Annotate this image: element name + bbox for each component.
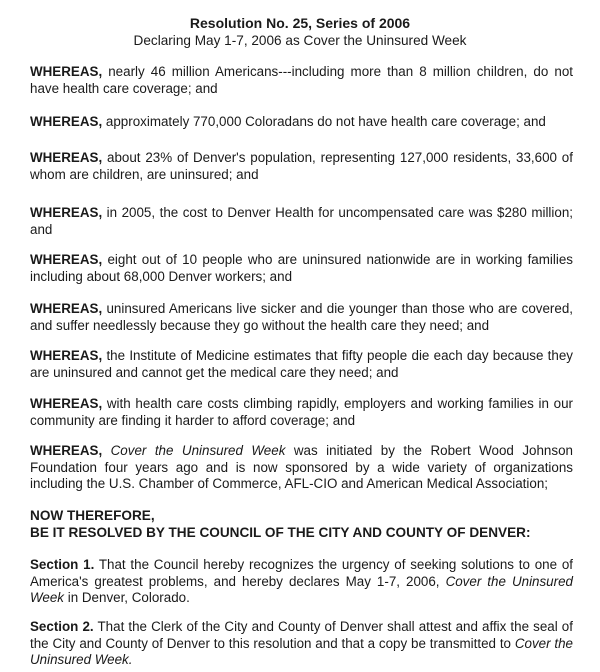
- section-1: [30, 557, 573, 607]
- document-title: Resolution No. 25, Series of 2006: [189, 15, 411, 31]
- whereas-clause-5: [30, 252, 573, 285]
- now-therefore: NOW THEREFORE,: [30, 508, 155, 523]
- whereas-text: the Institute of Medicine estimates that fifty people die each day because they are uninsured and cannot get the medical care they need; and: [30, 348, 573, 380]
- whereas-clause-4: [30, 205, 573, 238]
- whereas-text: in 2005, the cost to Denver Health for uncompensated care was $280 million; and: [30, 205, 573, 237]
- whereas-label: WHEREAS,: [30, 301, 103, 316]
- whereas-text: about 23% of Denver's population, representing 127,000 residents, 33,600 of whom are children, are uninsured; and: [30, 150, 573, 182]
- whereas-label: WHEREAS,: [30, 205, 103, 220]
- whereas-text: was initiated by the Robert Wood Johnson Foundation four years ago and is now sponsored by a wide variety of organizations including the U.S. Chamber of Commerce, AFL-CIO and American Medical Association;: [30, 443, 573, 491]
- resolved-heading: BE IT RESOLVED BY THE COUNCIL OF THE CITY AND COUNTY OF DENVER:: [30, 525, 531, 540]
- whereas-text: nearly 46 million Americans---including more than 8 million children, do not have health care coverage; and: [30, 64, 573, 96]
- section-text: in Denver, Colorado.: [67, 590, 190, 605]
- section-label: Section 1.: [30, 557, 95, 572]
- whereas-label: WHEREAS,: [30, 396, 103, 411]
- section-label: Section 2.: [30, 619, 94, 634]
- section-text: That the Council hereby recognizes the urgency of seeking solutions to one of America's greatest problems, and hereby declares May 1-7, 2006,: [30, 557, 573, 589]
- whereas-text: with health care costs climbing rapidly, employers and working families in our community are finding it harder to afford coverage; and: [30, 396, 573, 428]
- whereas-label: WHEREAS,: [30, 150, 103, 165]
- program-name: Cover the Uninsured Week: [110, 443, 286, 458]
- whereas-clause-6: [30, 301, 573, 334]
- program-name: Cover the Uninsured Week: [30, 573, 573, 605]
- whereas-label: WHEREAS,: [30, 114, 103, 129]
- whereas-label: WHEREAS,: [30, 64, 103, 79]
- whereas-text: uninsured Americans live sicker and die younger than those who are covered, and suffer needlessly because they go without the health care they need; and: [30, 301, 573, 333]
- whereas-label: WHEREAS,: [30, 348, 103, 363]
- program-name: Cover the Uninsured Week.: [30, 635, 573, 667]
- whereas-clause-8: [30, 396, 573, 429]
- section-2: [30, 619, 573, 669]
- whereas-clause-7: [30, 348, 573, 381]
- whereas-text: eight out of 10 people who are uninsured nationwide are in working families including about 68,000 Denver workers; and: [30, 252, 573, 284]
- document-subtitle: Declaring May 1-7, 2006 as Cover the Uninsured Week: [133, 33, 467, 48]
- whereas-clause-3: [30, 150, 573, 183]
- whereas-clause-2: [30, 114, 573, 131]
- section-text: That the Clerk of the City and County of Denver shall attest and affix the seal of the City and County of Denver to this resolution and that a copy be transmitted to: [30, 619, 573, 651]
- whereas-text: approximately 770,000 Coloradans do not have health care coverage; and: [105, 114, 546, 129]
- whereas-label: WHEREAS,: [30, 252, 103, 267]
- whereas-label: WHEREAS,: [30, 443, 103, 458]
- whereas-clause-9: [30, 443, 573, 493]
- whereas-clause-1: [30, 64, 573, 97]
